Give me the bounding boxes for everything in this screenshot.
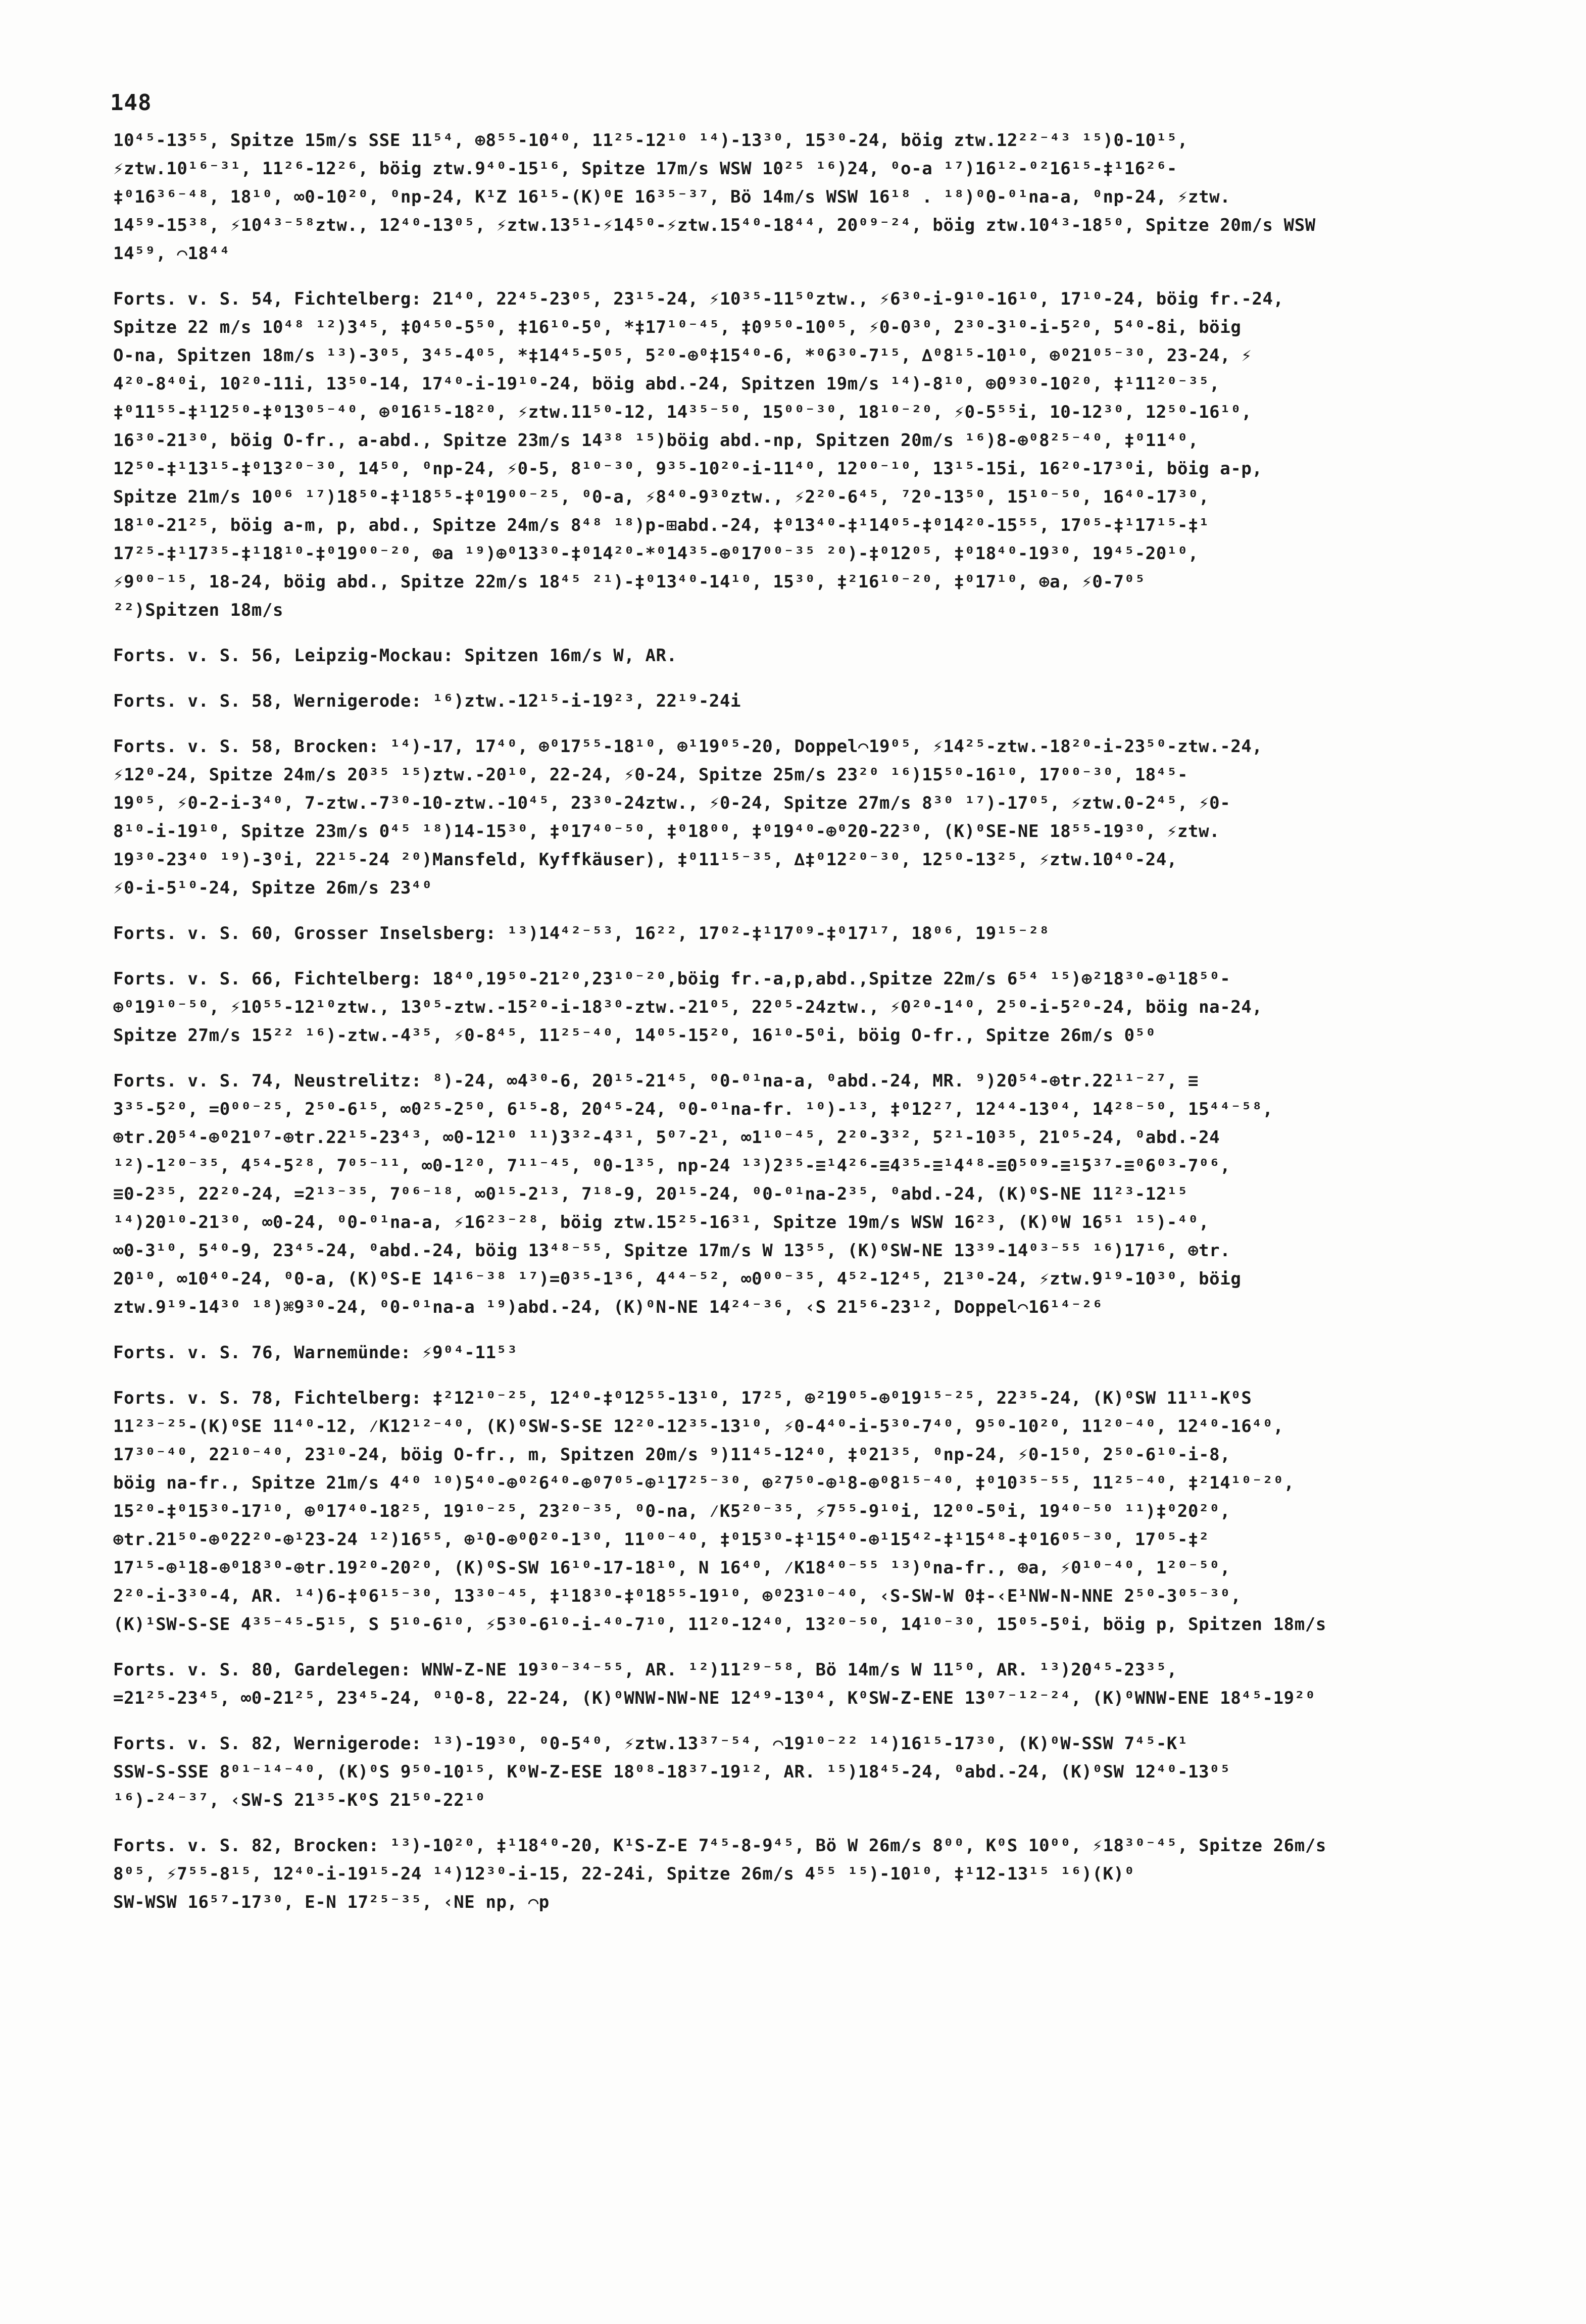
continuation-section xyxy=(113,1656,1548,1712)
section-header: Forts. v. S. 66, Fichtelberg: xyxy=(113,969,422,989)
text-line: ¹²)-1²⁰⁻³⁵, 4⁵⁴-5²⁸, 7⁰⁵⁻¹¹, ∞0-1²⁰, 7¹¹⁻⁴⁵, ⁰0-1³⁵, np-24 ¹³)2³⁵-≡¹4²⁶-≡4³⁵-≡¹4⁴⁸-≡0⁵⁰⁹-≡¹5³⁷-≡⁰6⁰³-7⁰⁶, xyxy=(113,1156,1231,1176)
continuation-section xyxy=(113,965,1548,1050)
text-line: ≡0-2³⁵, 22²⁰-24, =2¹³⁻³⁵, 7⁰⁶⁻¹⁸, ∞0¹⁵-2¹³, 7¹⁸-9, 20¹⁵-24, ⁰0-⁰¹na-2³⁵, ⁰abd.-24, (K)⁰S-NE 11²³-12¹⁵ xyxy=(113,1184,1188,1204)
text-line xyxy=(113,1656,1548,1684)
section-text: ⁸)-24, ∞4³⁰-6, 20¹⁵-21⁴⁵, ⁰0-⁰¹na-a, ⁰abd.-24, MR. ⁹)20⁵⁴-⊕tr.22¹¹⁻²⁷, ≡ xyxy=(422,1071,1199,1091)
continuation-section xyxy=(113,1067,1548,1321)
text-line: 19⁰⁵, ⚡0-2-i-3⁴⁰, 7-ztw.-7³⁰-10-ztw.-10⁴⁵, 23³⁰-24ztw., ⚡0-24, Spitze 27m/s 8³⁰ ¹⁷)-17⁰⁵, ⚡ztw.0-2⁴⁵, ⚡0- xyxy=(113,793,1231,813)
text-line: Spitze 27m/s 15²² ¹⁶)-ztw.-4³⁵, ⚡0-8⁴⁵, 11²⁵⁻⁴⁰, 14⁰⁵-15²⁰, 16¹⁰-5⁰i, böig O-fr., Spitze 26m/s 0⁵⁰ xyxy=(113,1025,1156,1046)
text-line: 14⁵⁹, ⌒18⁴⁴ xyxy=(113,243,230,264)
text-line xyxy=(113,1832,1548,1860)
continuation-section xyxy=(113,641,1548,670)
text-line: 16³⁰-21³⁰, böig O-fr., a-abd., Spitze 23m/s 14³⁸ ¹⁵)böig abd.-np, Spitzen 20m/s ¹⁶)8-⊕⁰8²⁵⁻⁴⁰, ‡⁰11⁴⁰, xyxy=(113,430,1199,451)
continuation-section xyxy=(113,732,1548,902)
section-text: ¹⁶)ztw.-12¹⁵-i-19²³, 22¹⁹-24i xyxy=(422,691,741,711)
continuation-section xyxy=(113,285,1548,624)
text-line: ⚡12⁰-24, Spitze 24m/s 20³⁵ ¹⁵)ztw.-20¹⁰, 22-24, ⚡0-24, Spitze 25m/s 23²⁰ ¹⁶)15⁵⁰-16¹⁰, 17⁰⁰⁻³⁰, 18⁴⁵- xyxy=(113,765,1188,785)
text-line xyxy=(113,687,1548,715)
text-line: ⚡0-i-5¹⁰-24, Spitze 26m/s 23⁴⁰ xyxy=(113,878,433,898)
text-line: ¹⁶)-²⁴⁻³⁷, ‹SW-S 21³⁵-K⁰S 21⁵⁰-22¹⁰ xyxy=(113,1790,486,1810)
text-line: ztw.9¹⁹-14³⁰ ¹⁸)⌘9³⁰-24, ⁰0-⁰¹na-a ¹⁹)abd.-24, (K)⁰N-NE 14²⁴⁻³⁶, ‹S 21⁵⁶-23¹², Doppel⌒16¹⁴⁻²⁶ xyxy=(113,1297,1103,1317)
text-line: (K)¹SW-S-SE 4³⁵⁻⁴⁵-5¹⁵, S 5¹⁰-6¹⁰, ⚡5³⁰-6¹⁰-i-⁴⁰-7¹⁰, 11²⁰-12⁴⁰, 13²⁰⁻⁵⁰, 14¹⁰⁻³⁰, 15⁰⁵-5⁰i, böig p, Spitzen 18m/s xyxy=(113,1614,1326,1635)
text-line: ²²)Spitzen 18m/s xyxy=(113,600,284,620)
text-line: ‡⁰16³⁶⁻⁴⁸, 18¹⁰, ∞0-10²⁰, ⁰np-24, K¹Z 16¹⁵-(K)⁰E 16³⁵⁻³⁷, Bö 14m/s WSW 16¹⁸ . ¹⁸)⁰0-⁰¹na-a, ⁰np-24, ⚡ztw. xyxy=(113,187,1231,207)
text-line: ⚡ztw.10¹⁶⁻³¹, 11²⁶-12²⁶, böig ztw.9⁴⁰-15¹⁶, Spitze 17m/s WSW 10²⁵ ¹⁶)24, ⁰o-a ¹⁷)16¹²-⁰²16¹⁵-‡¹16²⁶- xyxy=(113,159,1177,179)
text-line xyxy=(113,965,1548,993)
section-text: Spitzen 16m/s W, AR. xyxy=(454,646,677,666)
section-header: Forts. v. S. 76, Warnemünde: xyxy=(113,1343,411,1363)
section-header: Forts. v. S. 82, Wernigerode: xyxy=(113,1734,422,1754)
continuation-section xyxy=(113,687,1548,715)
continuation-section xyxy=(113,1729,1548,1814)
text-line: Spitze 21m/s 10⁰⁶ ¹⁷)18⁵⁰-‡¹18⁵⁵-‡⁰19⁰⁰⁻²⁵, ⁰0-a, ⚡8⁴⁰-9³⁰ztw., ⚡2²⁰-6⁴⁵, ⁷2⁰-13⁵⁰, 15¹⁰⁻⁵⁰, 16⁴⁰-17³⁰, xyxy=(113,487,1210,507)
section-header: Forts. v. S. 60, Grosser Inselsberg: xyxy=(113,923,497,944)
section-text: ¹³)-19³⁰, ⁰0-5⁴⁰, ⚡ztw.13³⁷⁻⁵⁴, ⌒19¹⁰⁻²² ¹⁴)16¹⁵-17³⁰, (K)⁰W-SSW 7⁴⁵-K¹ xyxy=(422,1734,1188,1754)
text-line: 20¹⁰, ∞10⁴⁰-24, ⁰0-a, (K)⁰S-E 14¹⁶⁻³⁸ ¹⁷)=0³⁵-1³⁶, 4⁴⁴⁻⁵², ∞0⁰⁰⁻³⁵, 4⁵²-12⁴⁵, 21³⁰-24, ⚡ztw.9¹⁹-10³⁰, böig xyxy=(113,1269,1242,1289)
section-text: 21⁴⁰, 22⁴⁵-23⁰⁵, 23¹⁵-24, ⚡10³⁵-11⁵⁰ztw., ⚡6³⁰-i-9¹⁰-16¹⁰, 17¹⁰-24, böig fr.-24, xyxy=(422,289,1284,309)
section-header: Forts. v. S. 58, Brocken: xyxy=(113,736,379,757)
section-header: Forts. v. S. 80, Gardelegen: xyxy=(113,1660,411,1680)
text-line: 17²⁵-‡¹17³⁵-‡¹18¹⁰-‡⁰19⁰⁰⁻²⁰, ⊕a ¹⁹)⊕⁰13³⁰-‡⁰14²⁰-*⁰14³⁵-⊕⁰17⁰⁰⁻³⁵ ²⁰)-‡⁰12⁰⁵, ‡⁰18⁴⁰-19³⁰, 19⁴⁵-20¹⁰, xyxy=(113,543,1199,564)
text-line: 17¹⁵-⊕¹18-⊕⁰18³⁰-⊕tr.19²⁰-20²⁰, (K)⁰S-SW 16¹⁰-17-18¹⁰, N 16⁴⁰, ⁄K18⁴⁰⁻⁵⁵ ¹³)⁰na-fr., ⊕a, ⚡0¹⁰⁻⁴⁰, 1²⁰⁻⁵⁰, xyxy=(113,1558,1231,1578)
text-line: 4²⁰-8⁴⁰i, 10²⁰-11i, 13⁵⁰-14, 17⁴⁰-i-19¹⁰-24, böig abd.-24, Spitzen 19m/s ¹⁴)-8¹⁰, ⊕0⁹³⁰-10²⁰, ‡¹11²⁰⁻³⁵, xyxy=(113,374,1220,394)
text-line: 3³⁵-5²⁰, =0⁰⁰⁻²⁵, 2⁵⁰-6¹⁵, ∞0²⁵-2⁵⁰, 6¹⁵-8, 20⁴⁵-24, ⁰0-⁰¹na-fr. ¹⁰)-¹³, ‡⁰12²⁷, 12⁴⁴-13⁰⁴, 14²⁸⁻⁵⁰, 15⁴⁴⁻⁵⁸, xyxy=(113,1099,1273,1119)
page-number: 148 xyxy=(110,90,152,116)
text-line xyxy=(113,1067,1548,1095)
section-header: Forts. v. S. 82, Brocken: xyxy=(113,1836,379,1856)
text-line: 11²³⁻²⁵-(K)⁰SE 11⁴⁰-12, ⁄K12¹²⁻⁴⁰, (K)⁰SW-S-SE 12²⁰-12³⁵-13¹⁰, ⚡0-4⁴⁰-i-5³⁰-7⁴⁰, 9⁵⁰-10²⁰, 11²⁰⁻⁴⁰, 12⁴⁰-16⁴⁰, xyxy=(113,1416,1284,1437)
text-line: SW-WSW 16⁵⁷-17³⁰, E-N 17²⁵⁻³⁵, ‹NE np, ⌒p xyxy=(113,1892,550,1912)
text-line: ∞0-3¹⁰, 5⁴⁰-9, 23⁴⁵-24, ⁰abd.-24, böig 13⁴⁸⁻⁵⁵, Spitze 17m/s W 13⁵⁵, (K)⁰SW-NE 13³⁹-14⁰³⁻⁵⁵ ¹⁶)17¹⁶, ⊕tr. xyxy=(113,1241,1231,1261)
text-line: 15²⁰-‡⁰15³⁰-17¹⁰, ⊕⁰17⁴⁰-18²⁵, 19¹⁰⁻²⁵, 23²⁰⁻³⁵, ⁰0-na, ⁄K5²⁰⁻³⁵, ⚡7⁵⁵-9¹⁰i, 12⁰⁰-5⁰i, 19⁴⁰⁻⁵⁰ ¹¹)‡⁰20²⁰, xyxy=(113,1501,1231,1521)
text-line: ⊕tr.20⁵⁴-⊕⁰21⁰⁷-⊕tr.22¹⁵-23⁴³, ∞0-12¹⁰ ¹¹)3³²-4³¹, 5⁰⁷-2¹, ∞1¹⁰⁻⁴⁵, 2²⁰-3³², 5²¹-10³⁵, 21⁰⁵-24, ⁰abd.-24 xyxy=(113,1127,1220,1148)
text-line: SSW-S-SSE 8⁰¹⁻¹⁴⁻⁴⁰, (K)⁰S 9⁵⁰-10¹⁵, K⁰W-Z-ESE 18⁰⁸-18³⁷-19¹², AR. ¹⁵)18⁴⁵-24, ⁰abd.-24, (K)⁰SW 12⁴⁰-13⁰⁵ xyxy=(113,1762,1231,1782)
text-line xyxy=(113,641,1548,670)
text-line: 12⁵⁰-‡¹13¹⁵-‡⁰13²⁰⁻³⁰, 14⁵⁰, ⁰np-24, ⚡0-5, 8¹⁰⁻³⁰, 9³⁵-10²⁰-i-11⁴⁰, 12⁰⁰⁻¹⁰, 13¹⁵-15i, 16²⁰-17³⁰i, böig a-p, xyxy=(113,459,1263,479)
text-line: =21²⁵-23⁴⁵, ∞0-21²⁵, 23⁴⁵-24, ⁰¹0-8, 22-24, (K)⁰WNW-NW-NE 12⁴⁹-13⁰⁴, K⁰SW-Z-ENE 13⁰⁷⁻¹²⁻²⁴, (K)⁰WNW-ENE 18⁴⁵-19²⁰ xyxy=(113,1688,1316,1708)
section-text: ⚡9⁰⁴-11⁵³ xyxy=(411,1343,518,1363)
section-header: Forts. v. S. 58, Wernigerode: xyxy=(113,691,422,711)
text-line: ‡⁰11⁵⁵-‡¹12⁵⁰-‡⁰13⁰⁵⁻⁴⁰, ⊕⁰16¹⁵-18²⁰, ⚡ztw.11⁵⁰-12, 14³⁵⁻⁵⁰, 15⁰⁰⁻³⁰, 18¹⁰⁻²⁰, ⚡0-5⁵⁵i, 10-12³⁰, 12⁵⁰-16¹⁰, xyxy=(113,402,1252,422)
text-line: ⊕⁰19¹⁰⁻⁵⁰, ⚡10⁵⁵-12¹⁰ztw., 13⁰⁵-ztw.-15²⁰-i-18³⁰-ztw.-21⁰⁵, 22⁰⁵-24ztw., ⚡0²⁰-1⁴⁰, 2⁵⁰-i-5²⁰-24, böig na-24, xyxy=(113,997,1263,1017)
section-header: Forts. v. S. 74, Neustrelitz: xyxy=(113,1071,422,1091)
text-line: Spitze 22 m/s 10⁴⁸ ¹²)3⁴⁵, ‡0⁴⁵⁰-5⁵⁰, ‡16¹⁰-5⁰, *‡17¹⁰⁻⁴⁵, ‡0⁹⁵⁰-10⁰⁵, ⚡0-0³⁰, 2³⁰-3¹⁰-i-5²⁰, 5⁴⁰-8i, böig xyxy=(113,317,1242,337)
section-header: Forts. v. S. 54, Fichtelberg: xyxy=(113,289,422,309)
section-text: ¹³)14⁴²⁻⁵³, 16²², 17⁰²-‡¹17⁰⁹-‡⁰17¹⁷, 18⁰⁶, 19¹⁵⁻²⁸ xyxy=(496,923,1050,944)
continuation-section xyxy=(113,1832,1548,1916)
text-line: 14⁵⁹-15³⁸, ⚡10⁴³⁻⁵⁸ztw., 12⁴⁰-13⁰⁵, ⚡ztw.13⁵¹-⚡14⁵⁰-⚡ztw.15⁴⁰-18⁴⁴, 20⁰⁹⁻²⁴, böig ztw.10⁴³-18⁵⁰, Spitze 20m/s WSW xyxy=(113,215,1316,235)
continuation-section xyxy=(113,1339,1548,1367)
text-line xyxy=(113,1729,1548,1758)
section-text: WNW-Z-NE 19³⁰⁻³⁴⁻⁵⁵, AR. ¹²)11²⁹⁻⁵⁸, Bö 14m/s W 11⁵⁰, AR. ¹³)20⁴⁵-23³⁵, xyxy=(411,1660,1177,1680)
text-line xyxy=(113,919,1548,948)
sections-container xyxy=(113,285,1548,1916)
text-line: 2²⁰-i-3³⁰-4, AR. ¹⁴)6-‡⁰6¹⁵⁻³⁰, 13³⁰⁻⁴⁵, ‡¹18³⁰-‡⁰18⁵⁵-19¹⁰, ⊕⁰23¹⁰⁻⁴⁰, ‹S-SW-W 0‡-‹E¹NW-N-NNE 2⁵⁰-3⁰⁵⁻³⁰, xyxy=(113,1586,1242,1606)
text-line: 8⁰⁵, ⚡7⁵⁵-8¹⁵, 12⁴⁰-i-19¹⁵-24 ¹⁴)12³⁰-i-15, 22-24i, Spitze 26m/s 4⁵⁵ ¹⁵)-10¹⁰, ‡¹12-13¹⁵ ¹⁶)(K)⁰ xyxy=(113,1864,1135,1884)
text-line: 10⁴⁵-13⁵⁵, Spitze 15m/s SSE 11⁵⁴, ⊕8⁵⁵-10⁴⁰, 11²⁵-12¹⁰ ¹⁴)-13³⁰, 15³⁰-24, böig ztw.12²²⁻⁴³ ¹⁵)0-10¹⁵, xyxy=(113,130,1188,151)
section-text: ¹³)-10²⁰, ‡¹18⁴⁰-20, K¹S-Z-E 7⁴⁵-8-9⁴⁵, Bö W 26m/s 8⁰⁰, K⁰S 10⁰⁰, ⚡18³⁰⁻⁴⁵, Spitze 26m/s xyxy=(379,1836,1326,1856)
continuation-section xyxy=(113,1384,1548,1639)
section-header: Forts. v. S. 56, Leipzig-Mockau: xyxy=(113,646,454,666)
text-line xyxy=(113,732,1548,761)
text-line: ⚡9⁰⁰⁻¹⁵, 18-24, böig abd., Spitze 22m/s 18⁴⁵ ²¹)-‡⁰13⁴⁰-14¹⁰, 15³⁰, ‡²16¹⁰⁻²⁰, ‡⁰17¹⁰, ⊕a, ⚡0-7⁰⁵ xyxy=(113,572,1146,592)
text-line xyxy=(113,1339,1548,1367)
section-header: Forts. v. S. 78, Fichtelberg: xyxy=(113,1388,422,1408)
section-text: ‡²12¹⁰⁻²⁵, 12⁴⁰-‡⁰12⁵⁵-13¹⁰, 17²⁵, ⊕²19⁰⁵-⊕⁰19¹⁵⁻²⁵, 22³⁵-24, (K)⁰SW 11¹¹-K⁰S xyxy=(422,1388,1252,1408)
text-line: 17³⁰⁻⁴⁰, 22¹⁰⁻⁴⁰, 23¹⁰-24, böig O-fr., m, Spitzen 20m/s ⁹)11⁴⁵-12⁴⁰, ‡⁰21³⁵, ⁰np-24, ⚡0-1⁵⁰, 2⁵⁰-6¹⁰-i-8, xyxy=(113,1445,1231,1465)
text-line: 8¹⁰-i-19¹⁰, Spitze 23m/s 0⁴⁵ ¹⁸)14-15³⁰, ‡⁰17⁴⁰⁻⁵⁰, ‡⁰18⁰⁰, ‡⁰19⁴⁰-⊕⁰20-22³⁰, (K)⁰SE-NE 18⁵⁵-19³⁰, ⚡ztw. xyxy=(113,821,1220,842)
text-line: O-na, Spitzen 18m/s ¹³)-3⁰⁵, 3⁴⁵-4⁰⁵, *‡14⁴⁵-5⁰⁵, 5²⁰-⊕⁰‡15⁴⁰-6, *⁰6³⁰-7¹⁵, ∆⁰8¹⁵-10¹⁰, ⊕⁰21⁰⁵⁻³⁰, 23-24, ⚡ xyxy=(113,345,1252,366)
text-line: ¹⁴)20¹⁰-21³⁰, ∞0-24, ⁰0-⁰¹na-a, ⚡16²³⁻²⁸, böig ztw.15²⁵-16³¹, Spitze 19m/s WSW 16²³, (K)⁰W 16⁵¹ ¹⁵)-⁴⁰, xyxy=(113,1212,1210,1232)
section-text: 18⁴⁰,19⁵⁰-21²⁰,23¹⁰⁻²⁰,böig fr.-a,p,abd.,Spitze 22m/s 6⁵⁴ ¹⁵)⊕²18³⁰-⊕¹18⁵⁰- xyxy=(422,969,1231,989)
text-line: 18¹⁰-21²⁵, böig a-m, p, abd., Spitze 24m/s 8⁴⁸ ¹⁸)p-⊞abd.-24, ‡⁰13⁴⁰-‡¹14⁰⁵-‡⁰14²⁰-15⁵⁵, 17⁰⁵-‡¹17¹⁵-‡¹ xyxy=(113,515,1210,535)
text-line xyxy=(113,285,1548,313)
text-line xyxy=(113,1384,1548,1412)
text-line: böig na-fr., Spitze 21m/s 4⁴⁰ ¹⁰)5⁴⁰-⊕⁰²6⁴⁰-⊕⁰7⁰⁵-⊕¹17²⁵⁻³⁰, ⊕²7⁵⁰-⊕¹8-⊕⁰8¹⁵⁻⁴⁰, ‡⁰10³⁵⁻⁵⁵, 11²⁵⁻⁴⁰, ‡²14¹⁰⁻²⁰, xyxy=(113,1473,1295,1493)
text-line: 19³⁰-23⁴⁰ ¹⁹)-3⁰i, 22¹⁵-24 ²⁰)Mansfeld, Kyffkäuser), ‡⁰11¹⁵⁻³⁵, ∆‡⁰12²⁰⁻³⁰, 12⁵⁰-13²⁵, ⚡ztw.10⁴⁰-24, xyxy=(113,850,1177,870)
section-text: ¹⁴)-17, 17⁴⁰, ⊕⁰17⁵⁵-18¹⁰, ⊕¹19⁰⁵-20, Doppel⌒19⁰⁵, ⚡14²⁵-ztw.-18²⁰-i-23⁵⁰-ztw.-24, xyxy=(379,736,1263,757)
intro-block xyxy=(113,126,1548,268)
page-content xyxy=(113,126,1548,1934)
continuation-section xyxy=(113,919,1548,948)
text-line: ⊕tr.21⁵⁰-⊕⁰22²⁰-⊕¹23-24 ¹²)16⁵⁵, ⊕¹0-⊕⁰0²⁰-1³⁰, 11⁰⁰⁻⁴⁰, ‡⁰15³⁰-‡¹15⁴⁰-⊕¹15⁴²-‡¹15⁴⁸-‡⁰16⁰⁵⁻³⁰, 17⁰⁵-‡² xyxy=(113,1529,1210,1550)
